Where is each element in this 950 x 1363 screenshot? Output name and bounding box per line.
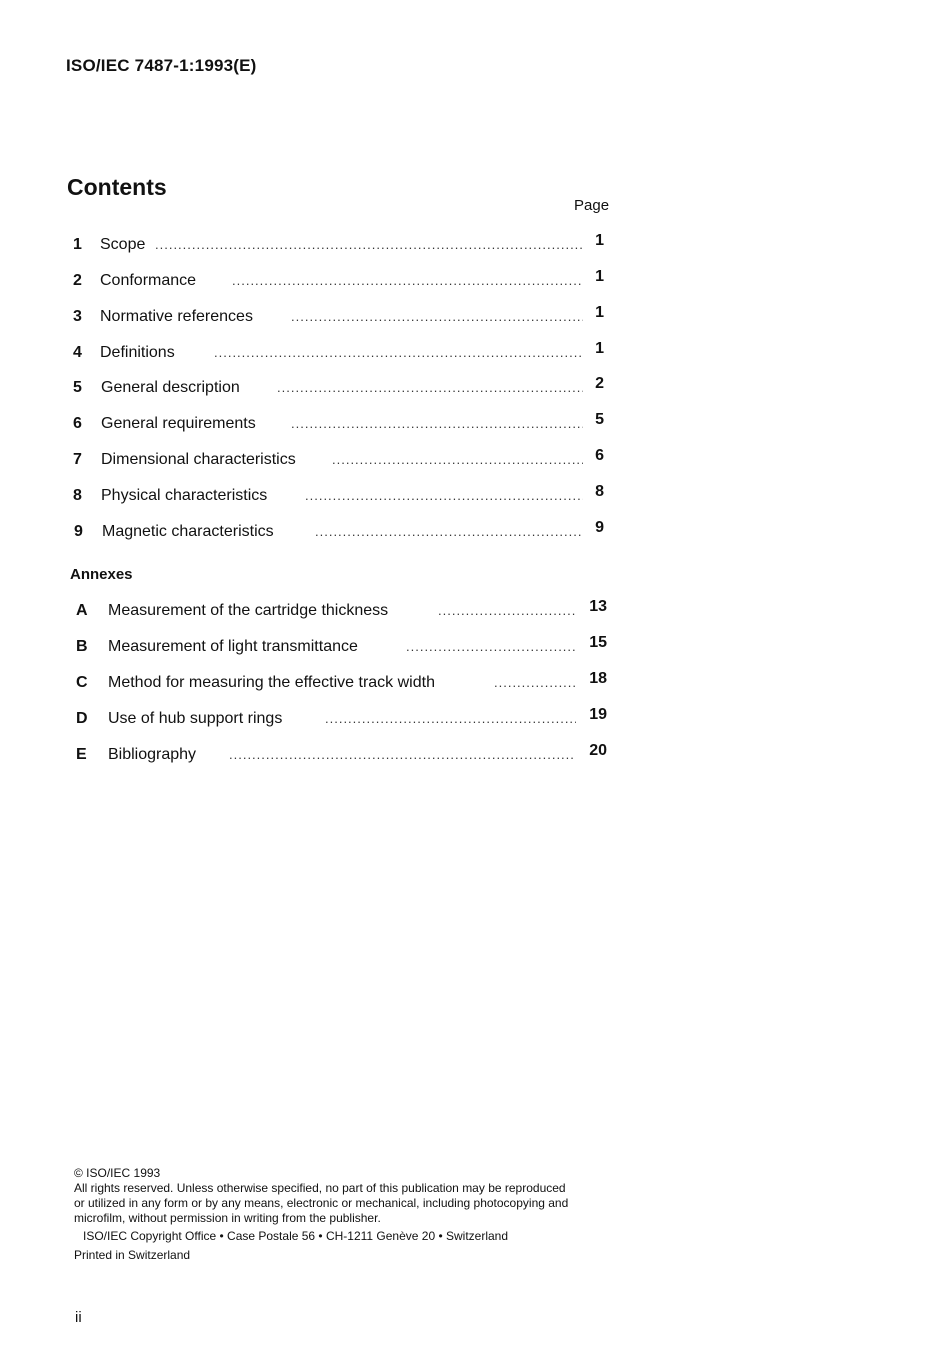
toc-entry-clause-4[interactable] bbox=[73, 342, 613, 364]
entry-number: D bbox=[76, 710, 88, 727]
copyright-line: © ISO/IEC 1993 bbox=[74, 1166, 161, 1180]
dot-leader bbox=[325, 708, 576, 730]
entry-title: Conformance bbox=[100, 272, 197, 289]
entry-title: Bibliography bbox=[108, 746, 197, 763]
toc-entry-clause-9[interactable] bbox=[74, 521, 614, 543]
entry-title: Dimensional characteristics bbox=[101, 451, 296, 468]
toc-entry-clause-5[interactable] bbox=[73, 377, 613, 399]
page-column-label: Page bbox=[574, 197, 610, 214]
entry-title: Measurement of light transmittance bbox=[108, 638, 358, 655]
entry-title: General requirements bbox=[101, 415, 256, 432]
entry-number: C bbox=[76, 674, 88, 691]
toc-entry-annex-b[interactable] bbox=[76, 636, 616, 658]
document-designation: ISO/IEC 7487-1:1993(E) bbox=[66, 56, 257, 75]
entry-page: 1 bbox=[595, 232, 604, 249]
entry-number: 9 bbox=[74, 523, 83, 540]
dot-leader bbox=[229, 744, 576, 766]
entry-title: Scope bbox=[100, 236, 146, 253]
entry-number: 4 bbox=[73, 344, 82, 361]
entry-number: 6 bbox=[73, 415, 82, 432]
entry-title: Measurement of the cartridge thickness bbox=[108, 602, 389, 619]
entry-title: Use of hub support rings bbox=[108, 710, 283, 727]
rights-statement-line: microfilm, without permission in writing from the publisher. bbox=[74, 1211, 381, 1225]
toc-entry-annex-a[interactable] bbox=[76, 600, 616, 622]
dot-leader bbox=[232, 270, 583, 292]
copyright-office-address: ISO/IEC Copyright Office • Case Postale 56 • CH-1211 Genève 20 • Switzerland bbox=[83, 1229, 509, 1243]
dot-leader bbox=[155, 234, 583, 256]
toc-entry-annex-c[interactable] bbox=[76, 672, 616, 694]
dot-leader bbox=[214, 342, 583, 364]
rights-statement-line: or utilized in any form or by any means, electronic or mechanical, including photocopying and bbox=[74, 1196, 569, 1210]
entry-title: Normative references bbox=[100, 308, 253, 325]
dot-leader bbox=[305, 485, 583, 507]
entry-page: 18 bbox=[589, 670, 607, 687]
entry-number: 5 bbox=[73, 379, 82, 396]
page-number: ii bbox=[75, 1309, 82, 1326]
toc-entry-clause-2[interactable] bbox=[73, 270, 613, 292]
entry-page: 15 bbox=[589, 634, 607, 651]
entry-title: Definitions bbox=[100, 344, 175, 361]
dot-leader bbox=[291, 306, 583, 328]
entry-page: 1 bbox=[595, 304, 604, 321]
entry-page: 19 bbox=[589, 706, 607, 723]
toc-entry-annex-e[interactable] bbox=[76, 744, 616, 766]
dot-leader bbox=[406, 636, 576, 658]
entry-number: 3 bbox=[73, 308, 82, 325]
entry-number: 7 bbox=[73, 451, 82, 468]
entry-title: Method for measuring the effective track width bbox=[108, 674, 435, 691]
entry-number: B bbox=[76, 638, 88, 655]
entry-title: General description bbox=[101, 379, 240, 396]
entry-page: 13 bbox=[589, 598, 607, 615]
toc-entry-clause-6[interactable] bbox=[73, 413, 613, 435]
toc-entry-clause-3[interactable] bbox=[73, 306, 613, 328]
printed-in: Printed in Switzerland bbox=[74, 1248, 191, 1262]
entry-page: 1 bbox=[595, 340, 604, 357]
annexes-heading: Annexes bbox=[70, 566, 133, 583]
entry-page: 8 bbox=[595, 483, 604, 500]
entry-number: 2 bbox=[73, 272, 82, 289]
rights-statement-line: All rights reserved. Unless otherwise specified, no part of this publication may be reproduced bbox=[74, 1181, 566, 1195]
toc-entry-annex-d[interactable] bbox=[76, 708, 616, 730]
toc-entry-clause-8[interactable] bbox=[73, 485, 613, 507]
entry-number: 1 bbox=[73, 236, 82, 253]
dot-leader bbox=[315, 521, 583, 543]
dot-leader bbox=[277, 377, 583, 399]
dot-leader bbox=[291, 413, 583, 435]
entry-title: Magnetic characteristics bbox=[102, 523, 274, 540]
entry-number: 8 bbox=[73, 487, 82, 504]
copyright-notice bbox=[74, 1166, 634, 1263]
dot-leader bbox=[438, 600, 576, 622]
entry-page: 2 bbox=[595, 375, 604, 392]
toc-entry-clause-7[interactable] bbox=[73, 449, 613, 471]
entry-number: A bbox=[76, 602, 88, 619]
entry-page: 6 bbox=[595, 447, 604, 464]
entry-page: 9 bbox=[595, 519, 604, 536]
toc-entry-clause-1[interactable] bbox=[73, 234, 613, 256]
entry-page: 20 bbox=[589, 742, 607, 759]
entry-number: E bbox=[76, 746, 87, 763]
entry-page: 1 bbox=[595, 268, 604, 285]
entry-title: Physical characteristics bbox=[101, 487, 268, 504]
contents-title: Contents bbox=[67, 174, 167, 200]
dot-leader bbox=[494, 672, 576, 694]
entry-page: 5 bbox=[595, 411, 604, 428]
dot-leader bbox=[332, 449, 583, 471]
